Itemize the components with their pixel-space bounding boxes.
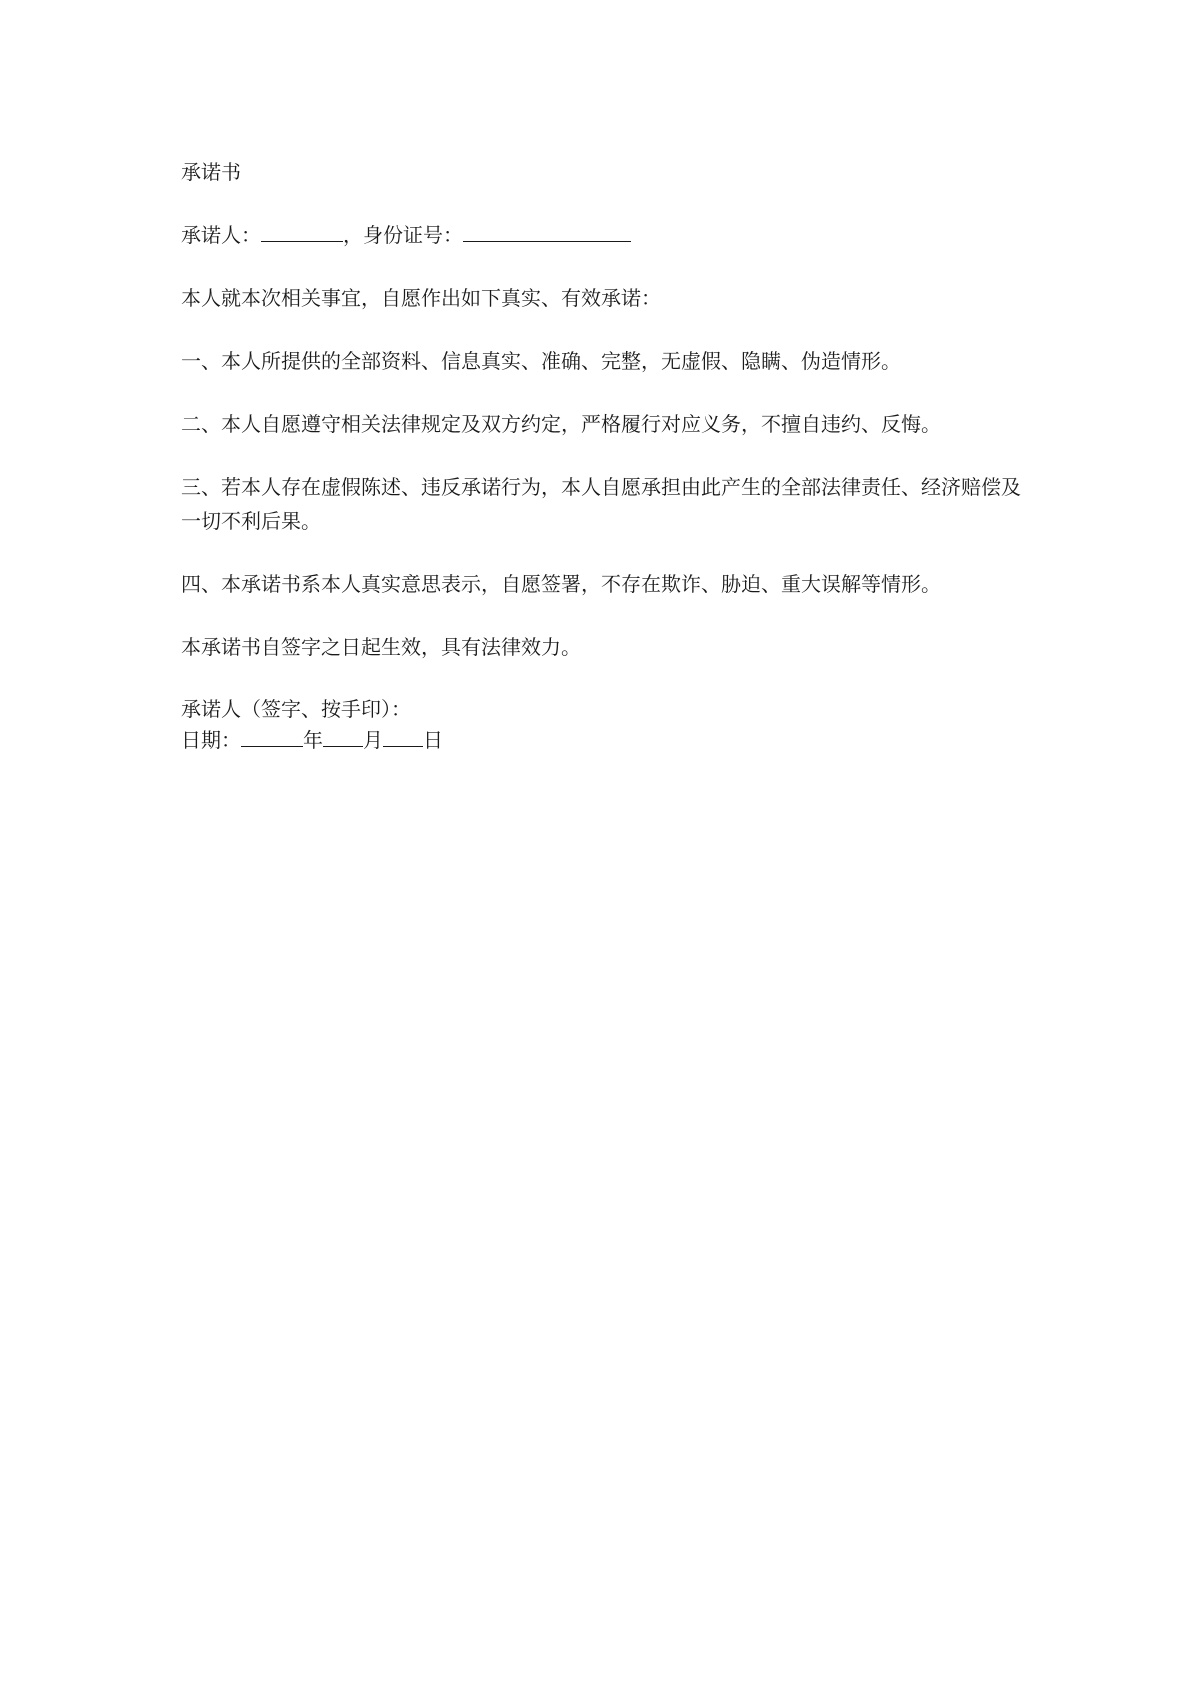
id-number-label: ，身份证号： — [343, 223, 463, 247]
year-blank[interactable] — [241, 724, 303, 747]
month-unit: 月 — [363, 728, 383, 752]
day-blank[interactable] — [383, 724, 423, 747]
clause-4: 四、本承诺书系本人真实意思表示，自愿签署，不存在欺诈、胁迫、重大误解等情形。 — [181, 572, 941, 596]
month-blank[interactable] — [323, 724, 363, 747]
id-number-blank[interactable] — [463, 219, 631, 242]
intro-paragraph: 本人就本次相关事宜，自愿作出如下真实、有效承诺： — [181, 286, 661, 310]
year-unit: 年 — [303, 728, 323, 752]
document-title: 承诺书 — [181, 160, 241, 184]
promisor-line — [181, 218, 1021, 252]
signature-line: 承诺人（签字、按手印）： — [181, 697, 411, 721]
clause-2: 二、本人自愿遵守相关法律规定及双方约定，严格履行对应义务，不擅自违约、反悔。 — [181, 412, 941, 436]
promisor-name-blank[interactable] — [261, 219, 343, 242]
day-unit: 日 — [423, 728, 443, 752]
date-line — [181, 723, 1021, 757]
date-label: 日期： — [181, 728, 241, 752]
effective-statement: 本承诺书自签字之日起生效，具有法律效力。 — [181, 635, 581, 659]
clause-1: 一、本人所提供的全部资料、信息真实、准确、完整，无虚假、隐瞒、伪造情形。 — [181, 349, 901, 373]
promisor-label: 承诺人： — [181, 223, 261, 247]
clause-3: 三、若本人存在虚假陈述、违反承诺行为，本人自愿承担由此产生的全部法律责任、经济赔偿及一切不利后果。 — [181, 475, 1021, 533]
